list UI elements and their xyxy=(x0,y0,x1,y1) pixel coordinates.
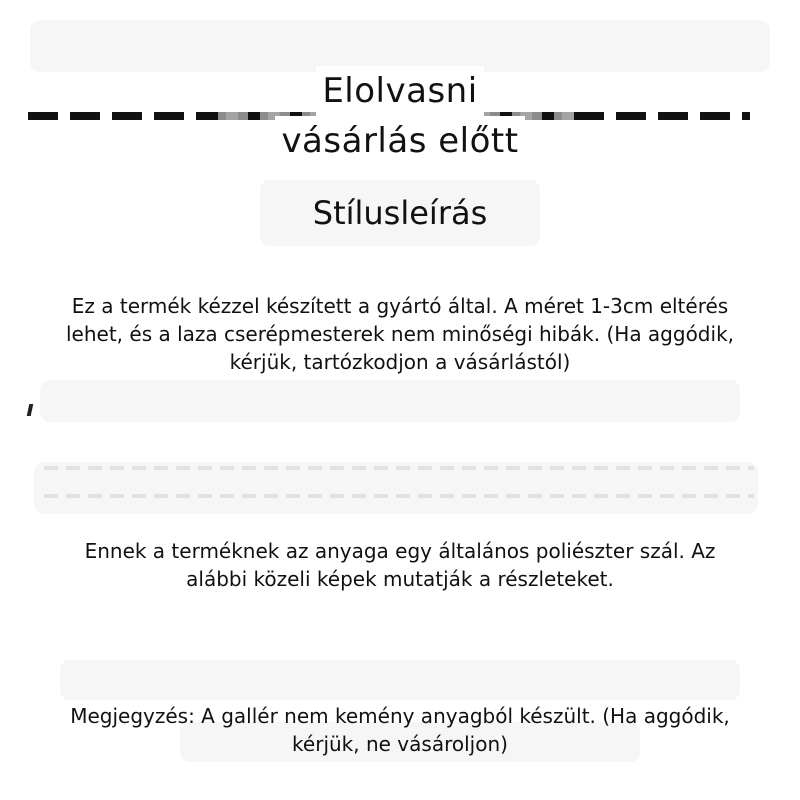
paragraph-line: kérjük, ne vásároljon) xyxy=(292,732,508,756)
collar-note-paragraph xyxy=(0,702,800,758)
style-description-heading: Stílusleírás xyxy=(312,194,488,232)
stray-mark xyxy=(27,404,34,416)
ghost-block xyxy=(40,380,740,422)
paragraph-line: lehet, és a laza cserépmesterek nem minőségi hibák. (Ha aggódik, xyxy=(65,322,735,346)
paragraph-line: alábbi közeli képek mutatják a részleteket. xyxy=(186,567,614,591)
ghost-block xyxy=(30,20,770,72)
paragraph-line: Ez a termék kézzel készített a gyártó által. A méret 1-3cm eltérés xyxy=(71,294,729,318)
faint-divider xyxy=(44,466,754,470)
faint-divider xyxy=(44,494,754,498)
ghost-block xyxy=(60,660,740,700)
page-title xyxy=(0,66,800,166)
handmade-description-paragraph xyxy=(0,292,800,376)
title-line-1: Elolvasni xyxy=(316,66,483,116)
material-paragraph xyxy=(0,537,800,593)
paragraph-line: Ennek a terméknek az anyaga egy általános poliészter szál. Az xyxy=(84,539,716,563)
title-line-2: vásárlás előtt xyxy=(275,116,524,166)
paragraph-line: Megjegyzés: A gallér nem kemény anyagból készült. (Ha aggódik, xyxy=(70,704,730,728)
paragraph-line: kérjük, tartózkodjon a vásárlástól) xyxy=(229,350,571,374)
